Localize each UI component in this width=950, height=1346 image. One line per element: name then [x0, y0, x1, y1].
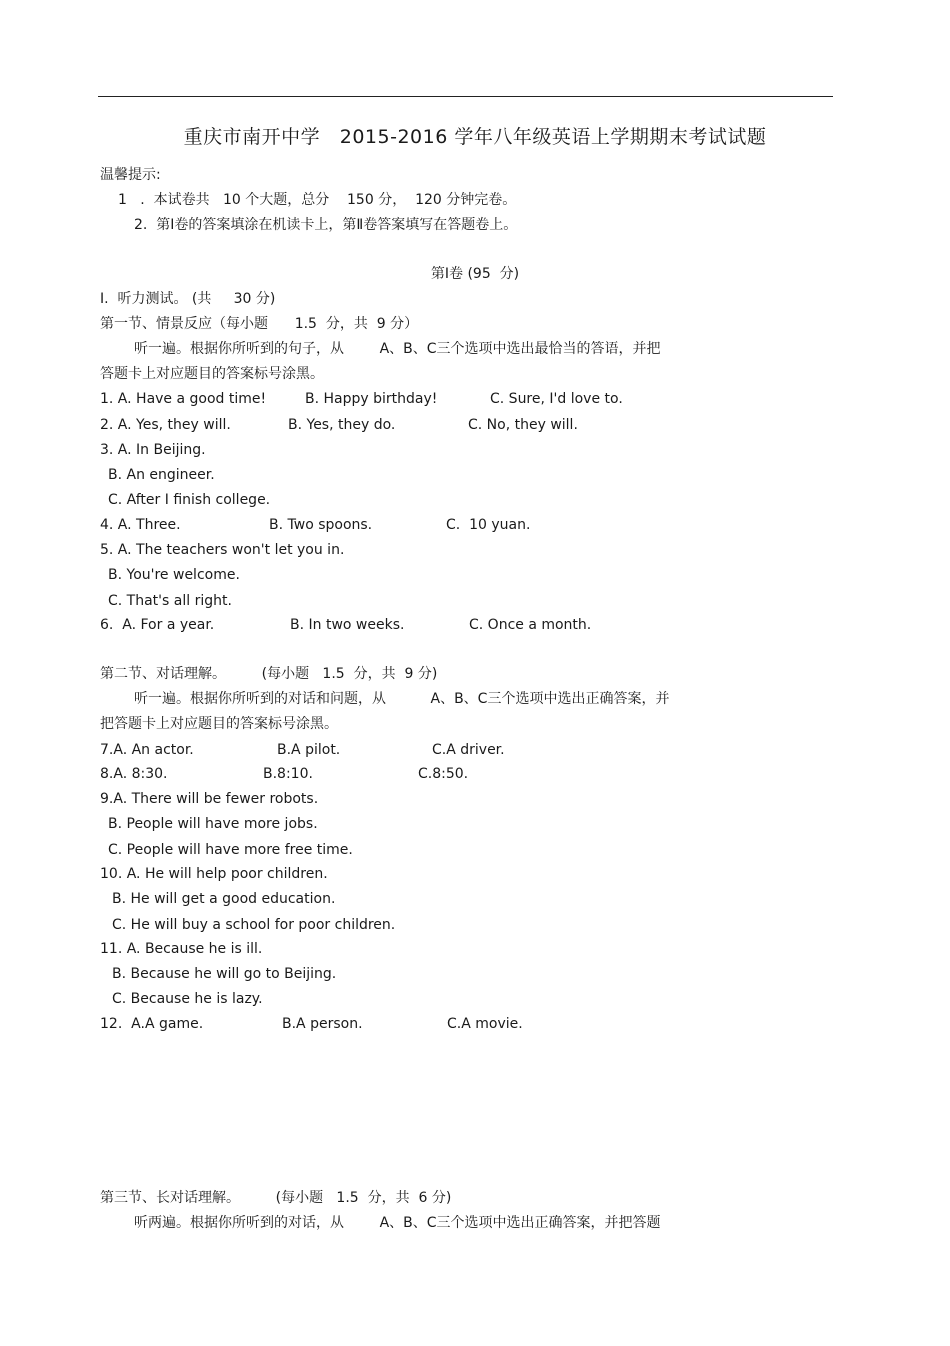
section-3-instruction: 听两遍。根据你所听到的对话，从 A、B、C三个选项中选出正确答案，并把答题 [134, 1215, 661, 1231]
notice-heading: 温馨提示: [100, 167, 161, 183]
q6-option-b: B. In two weeks. [290, 617, 405, 633]
q8-option-c: C.8:50. [418, 766, 469, 782]
q12-option-b: B.A person. [282, 1016, 363, 1032]
q1-option-c: C. Sure, I'd love to. [490, 391, 623, 407]
top-rule [98, 96, 833, 97]
section-3-title: 第三节、长对话理解。 (每小题 1.5 分，共 6 分) [100, 1190, 452, 1206]
q2-option-c: C. No, they will. [468, 417, 578, 433]
q4-option-a: 4. A. Three. [100, 517, 181, 533]
q10-option-a: 10. A. He will help poor children. [100, 866, 328, 882]
q8-option-a: 8.A. 8:30. [100, 766, 168, 782]
q6-option-c: C. Once a month. [469, 617, 592, 633]
section-1-instruction: 听一遍。根据你所听到的句子，从 A、B、C三个选项中选出最恰当的答语，并把 [134, 341, 661, 357]
q10-option-c: C. He will buy a school for poor children. [112, 917, 396, 933]
volume-1-title: 第Ⅰ卷 (95 分) [430, 266, 520, 282]
q1-option-b: B. Happy birthday! [305, 391, 438, 407]
q9-option-c: C. People will have more free time. [108, 842, 353, 858]
q7-option-c: C.A driver. [432, 742, 505, 758]
q9-option-a: 9.A. There will be fewer robots. [100, 791, 319, 807]
q5-option-b: B. You're welcome. [108, 567, 240, 583]
q3-option-a: 3. A. In Beijing. [100, 442, 206, 458]
q2-option-a: 2. A. Yes, they will. [100, 417, 231, 433]
section-2-instruction: 听一遍。根据你所听到的对话和问题，从 A、B、C三个选项中选出正确答案，并 [134, 691, 670, 707]
q3-option-c: C. After I finish college. [108, 492, 271, 508]
q7-option-a: 7.A. An actor. [100, 742, 194, 758]
q11-option-c: C. Because he is lazy. [112, 991, 263, 1007]
q11-option-b: B. Because he will go to Beijing. [112, 966, 337, 982]
q5-option-c: C. That's all right. [108, 593, 232, 609]
q2-option-b: B. Yes, they do. [288, 417, 396, 433]
section-1-instruction-cont: 答题卡上对应题目的答案标号涂黑。 [100, 366, 324, 382]
q4-option-c: C. 10 yuan. [446, 517, 531, 533]
q4-option-b: B. Two spoons. [269, 517, 373, 533]
q3-option-b: B. An engineer. [108, 467, 215, 483]
q9-option-b: B. People will have more jobs. [108, 816, 318, 832]
q6-option-a: 6. A. For a year. [100, 617, 215, 633]
notice-item-2: 2. 第Ⅰ卷的答案填涂在机读卡上，第Ⅱ卷答案填写在答题卷上。 [134, 217, 518, 233]
q11-option-a: 11. A. Because he is ill. [100, 941, 263, 957]
listening-title: Ⅰ. 听力测试。 (共 30 分) [100, 291, 276, 307]
q8-option-b: B.8:10. [263, 766, 313, 782]
section-1-title: 第一节、情景反应（每小题 1.5 分，共 9 分） [100, 316, 419, 332]
q1-option-a: 1. A. Have a good time! [100, 391, 267, 407]
q5-option-a: 5. A. The teachers won't let you in. [100, 542, 345, 558]
section-2-instruction-cont: 把答题卡上对应题目的答案标号涂黑。 [100, 716, 338, 732]
q12-option-c: C.A movie. [447, 1016, 523, 1032]
q12-option-a: 12. A.A game. [100, 1016, 204, 1032]
question-12 [100, 1015, 800, 1087]
q10-option-b: B. He will get a good education. [112, 891, 336, 907]
q7-option-b: B.A pilot. [277, 742, 341, 758]
page-title: 重庆市南开中学 2015-2016 学年八年级英语上学期期末考试试题 [183, 126, 767, 148]
notice-item-1: 1 . 本试卷共 10 个大题，总分 150 分， 120 分钟完卷。 [118, 192, 517, 208]
section-2-title: 第二节、对话理解。 (每小题 1.5 分，共 9 分) [100, 666, 438, 682]
